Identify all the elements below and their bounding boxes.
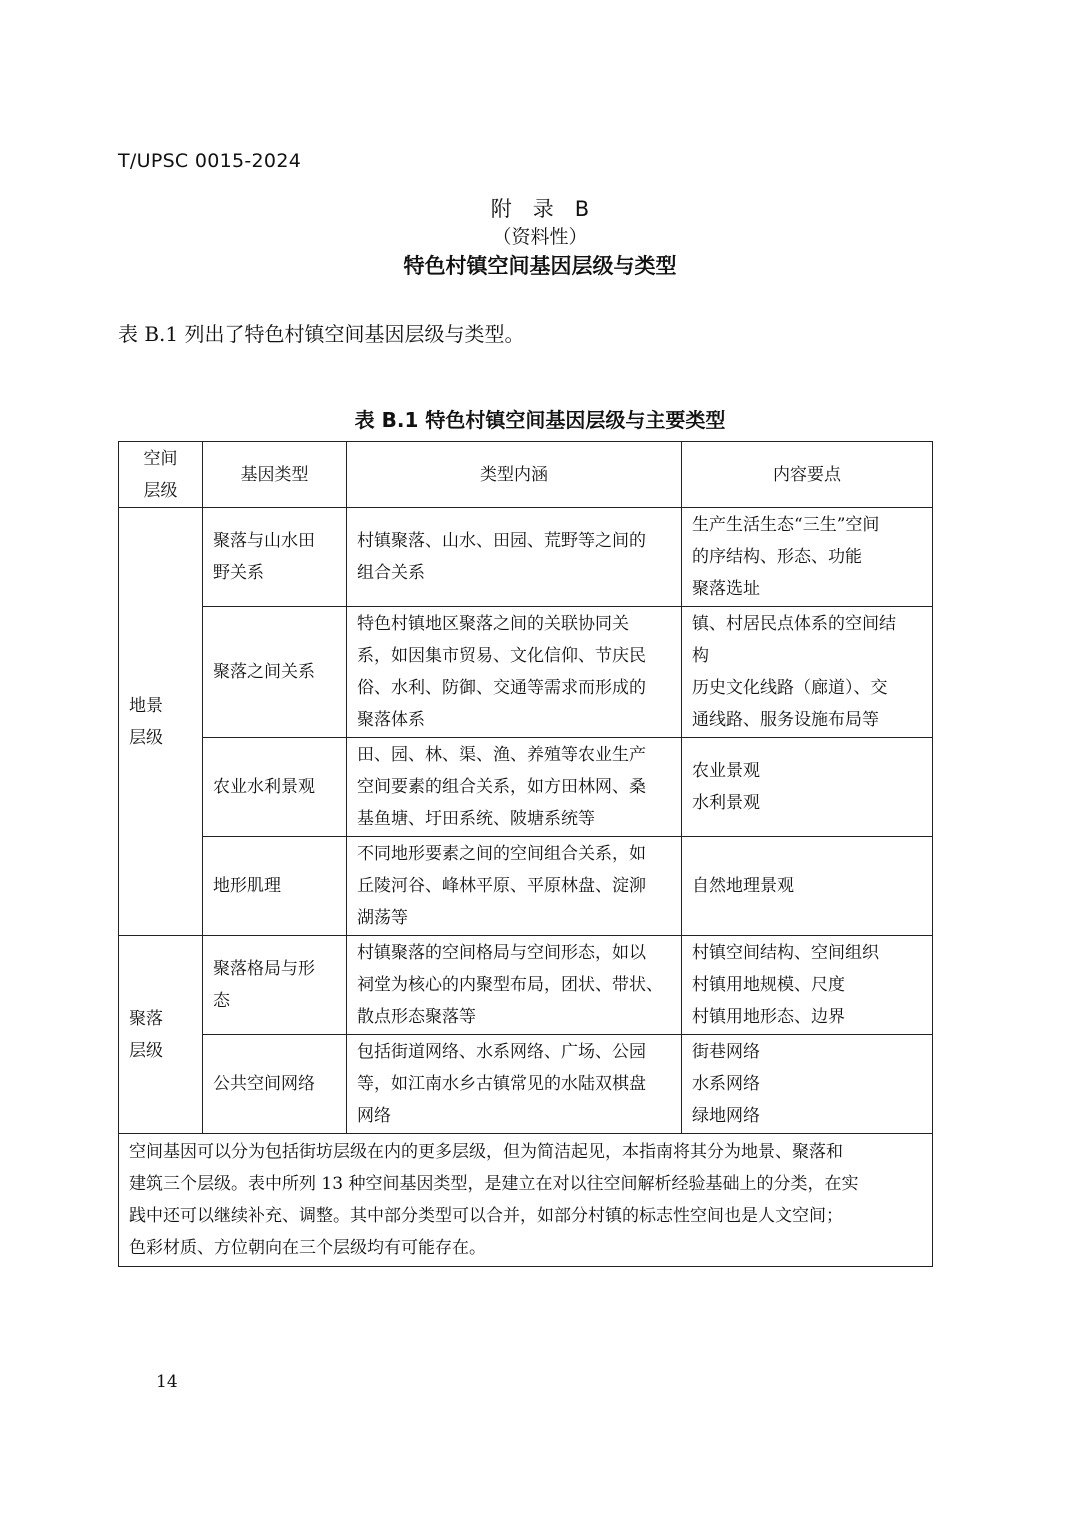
table-row xyxy=(119,738,933,837)
points-cell: 镇、村居民点体系的空间结 构 历史文化线路（廊道）、交 通线路、服务设施布局等 xyxy=(682,607,933,738)
document-code: T/UPSC 0015-2024 xyxy=(118,150,302,172)
connotation-cell: 田、园、林、渠、渔、养殖等农业生产 空间要素的组合关系，如方田林网、桑 基鱼塘、圩田系统、陂塘系统等 xyxy=(347,738,682,837)
header-level: 空间 层级 xyxy=(119,442,203,508)
connotation-cell: 村镇聚落、山水、田园、荒野等之间的 组合关系 xyxy=(347,508,682,607)
gene-type-cell: 聚落格局与形 态 xyxy=(203,936,347,1035)
points-cell: 生产生活生态“三生”空间 的序结构、形态、功能 聚落选址 xyxy=(682,508,933,607)
table-caption: 表 B.1 特色村镇空间基因层级与主要类型 xyxy=(354,408,726,432)
connotation-cell: 不同地形要素之间的空间组合关系，如 丘陵河谷、峰林平原、平原林盘、淀泖 湖荡等 xyxy=(347,837,682,936)
table-row xyxy=(119,1035,933,1134)
header-connotation: 类型内涵 xyxy=(347,442,682,508)
gene-type-cell: 地形肌理 xyxy=(203,837,347,936)
gene-type-cell: 公共空间网络 xyxy=(203,1035,347,1134)
points-cell: 村镇空间结构、空间组织 村镇用地规模、尺度 村镇用地形态、边界 xyxy=(682,936,933,1035)
intro-paragraph: 表 B.1 列出了特色村镇空间基因层级与类型。 xyxy=(118,322,525,346)
table-row xyxy=(119,508,933,607)
table-header-row xyxy=(119,442,933,508)
appendix-heading: 特色村镇空间基因层级与类型 xyxy=(403,254,677,278)
table-note-row xyxy=(119,1134,933,1267)
points-cell: 街巷网络 水系网络 绿地网络 xyxy=(682,1035,933,1134)
table-row xyxy=(119,936,933,1035)
gene-table xyxy=(118,441,933,1267)
points-cell: 自然地理景观 xyxy=(682,837,933,936)
level-cell-landscape: 地景 层级 xyxy=(119,508,203,936)
table-row xyxy=(119,607,933,738)
gene-type-cell: 农业水利景观 xyxy=(203,738,347,837)
table-note: 空间基因可以分为包括街坊层级在内的更多层级，但为简洁起见，本指南将其分为地景、聚落和 建筑三个层级。表中所列 13 种空间基因类型，是建立在对以往空间解析经验基础上的分类，在实 践中还可以继续补充、调整。其中部分类型可以合并，如部分村镇的标志性空间也是人文空间； 色彩材质、方位朝向在三个层级均有可能存在。 xyxy=(119,1134,933,1267)
gene-type-cell: 聚落与山水田 野关系 xyxy=(203,508,347,607)
header-type: 基因类型 xyxy=(203,442,347,508)
connotation-cell: 特色村镇地区聚落之间的关联协同关 系，如因集市贸易、文化信仰、节庆民 俗、水利、防御、交通等需求而形成的 聚落体系 xyxy=(347,607,682,738)
page-number: 14 xyxy=(156,1372,178,1392)
points-cell: 农业景观 水利景观 xyxy=(682,738,933,837)
gene-type-cell: 聚落之间关系 xyxy=(203,607,347,738)
connotation-cell: 村镇聚落的空间格局与空间形态，如以 祠堂为核心的内聚型布局，团状、带状、 散点形态聚落等 xyxy=(347,936,682,1035)
connotation-cell: 包括街道网络、水系网络、广场、公园 等，如江南水乡古镇常见的水陆双棋盘 网络 xyxy=(347,1035,682,1134)
appendix-title: 附 录 B xyxy=(490,197,590,221)
appendix-nature: （资料性） xyxy=(492,226,588,248)
table-row xyxy=(119,837,933,936)
header-points: 内容要点 xyxy=(682,442,933,508)
level-cell-settlement: 聚落 层级 xyxy=(119,936,203,1134)
